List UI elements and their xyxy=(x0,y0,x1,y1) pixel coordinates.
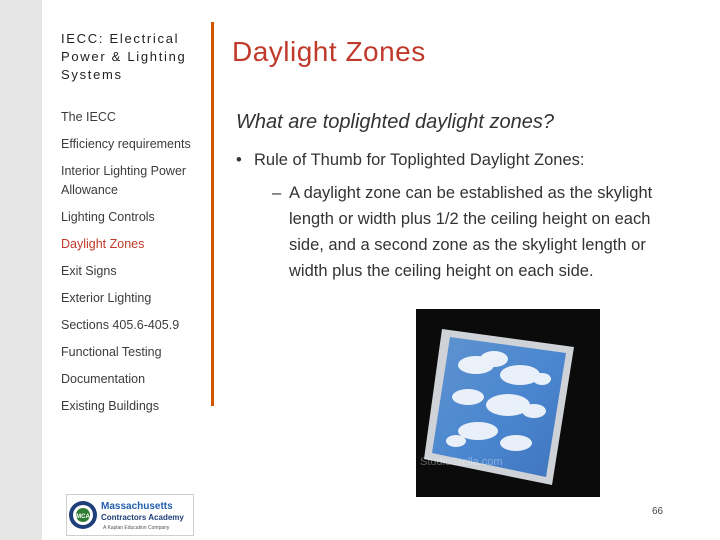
photo-watermark: StudioStella.com xyxy=(420,456,503,468)
sidebar-item-interior-lighting-power-allowance[interactable]: Interior Lighting Power Allowance xyxy=(61,164,187,197)
sub-bullet-point xyxy=(272,180,682,284)
logo-graphic xyxy=(67,495,193,535)
logo-badge: MCA xyxy=(76,514,90,520)
left-accent-strip xyxy=(0,0,42,540)
sidebar-item-lighting-controls[interactable]: Lighting Controls xyxy=(61,210,155,224)
sidebar-nav xyxy=(61,108,211,424)
logo-line2: Contractors Academy xyxy=(101,513,184,522)
logo-tagline: A Kaplan Education Company xyxy=(103,525,170,531)
slide-subheading: What are toplighted daylight zones? xyxy=(236,111,554,133)
section-divider xyxy=(211,22,214,406)
sub-bullet-marker: – xyxy=(272,184,282,202)
sidebar-item-exit-signs[interactable]: Exit Signs xyxy=(61,264,117,278)
sidebar-item-daylight-zones[interactable]: Daylight Zones xyxy=(61,237,145,251)
page-number: 66 xyxy=(652,506,664,517)
sidebar-item-exterior-lighting[interactable]: Exterior Lighting xyxy=(61,291,152,305)
bullet-marker: • xyxy=(236,151,242,169)
sidebar-item-documentation[interactable]: Documentation xyxy=(61,372,146,386)
logo-line1: Massachusetts xyxy=(101,501,173,512)
sidebar-item-functional-testing[interactable]: Functional Testing xyxy=(61,345,162,359)
sidebar-item-existing-buildings[interactable]: Existing Buildings xyxy=(61,399,159,413)
bullet-point xyxy=(236,149,696,171)
skylight-photo xyxy=(416,309,600,497)
sidebar-item-efficiency-requirements[interactable]: Efficiency requirements xyxy=(61,137,191,151)
slide-title: Daylight Zones xyxy=(232,36,426,67)
sub-bullet-text: A daylight zone can be established as the skylight length or width plus 1/2 the ceiling height on each side, and a second zone as the skylight length or width plus the ceiling height on each side. xyxy=(289,184,653,280)
sidebar-item-sections-405[interactable]: Sections 405.6-405.9 xyxy=(61,318,180,332)
bullet-text: Rule of Thumb for Toplighted Daylight Zones: xyxy=(254,151,585,169)
sidebar-title: IECC: Electrical Power & Lighting Systems xyxy=(61,31,187,82)
sidebar-item-the-iecc[interactable]: The IECC xyxy=(61,110,116,124)
skylight-photo-graphic xyxy=(416,309,600,497)
company-logo xyxy=(66,494,194,536)
sidebar xyxy=(42,0,210,540)
